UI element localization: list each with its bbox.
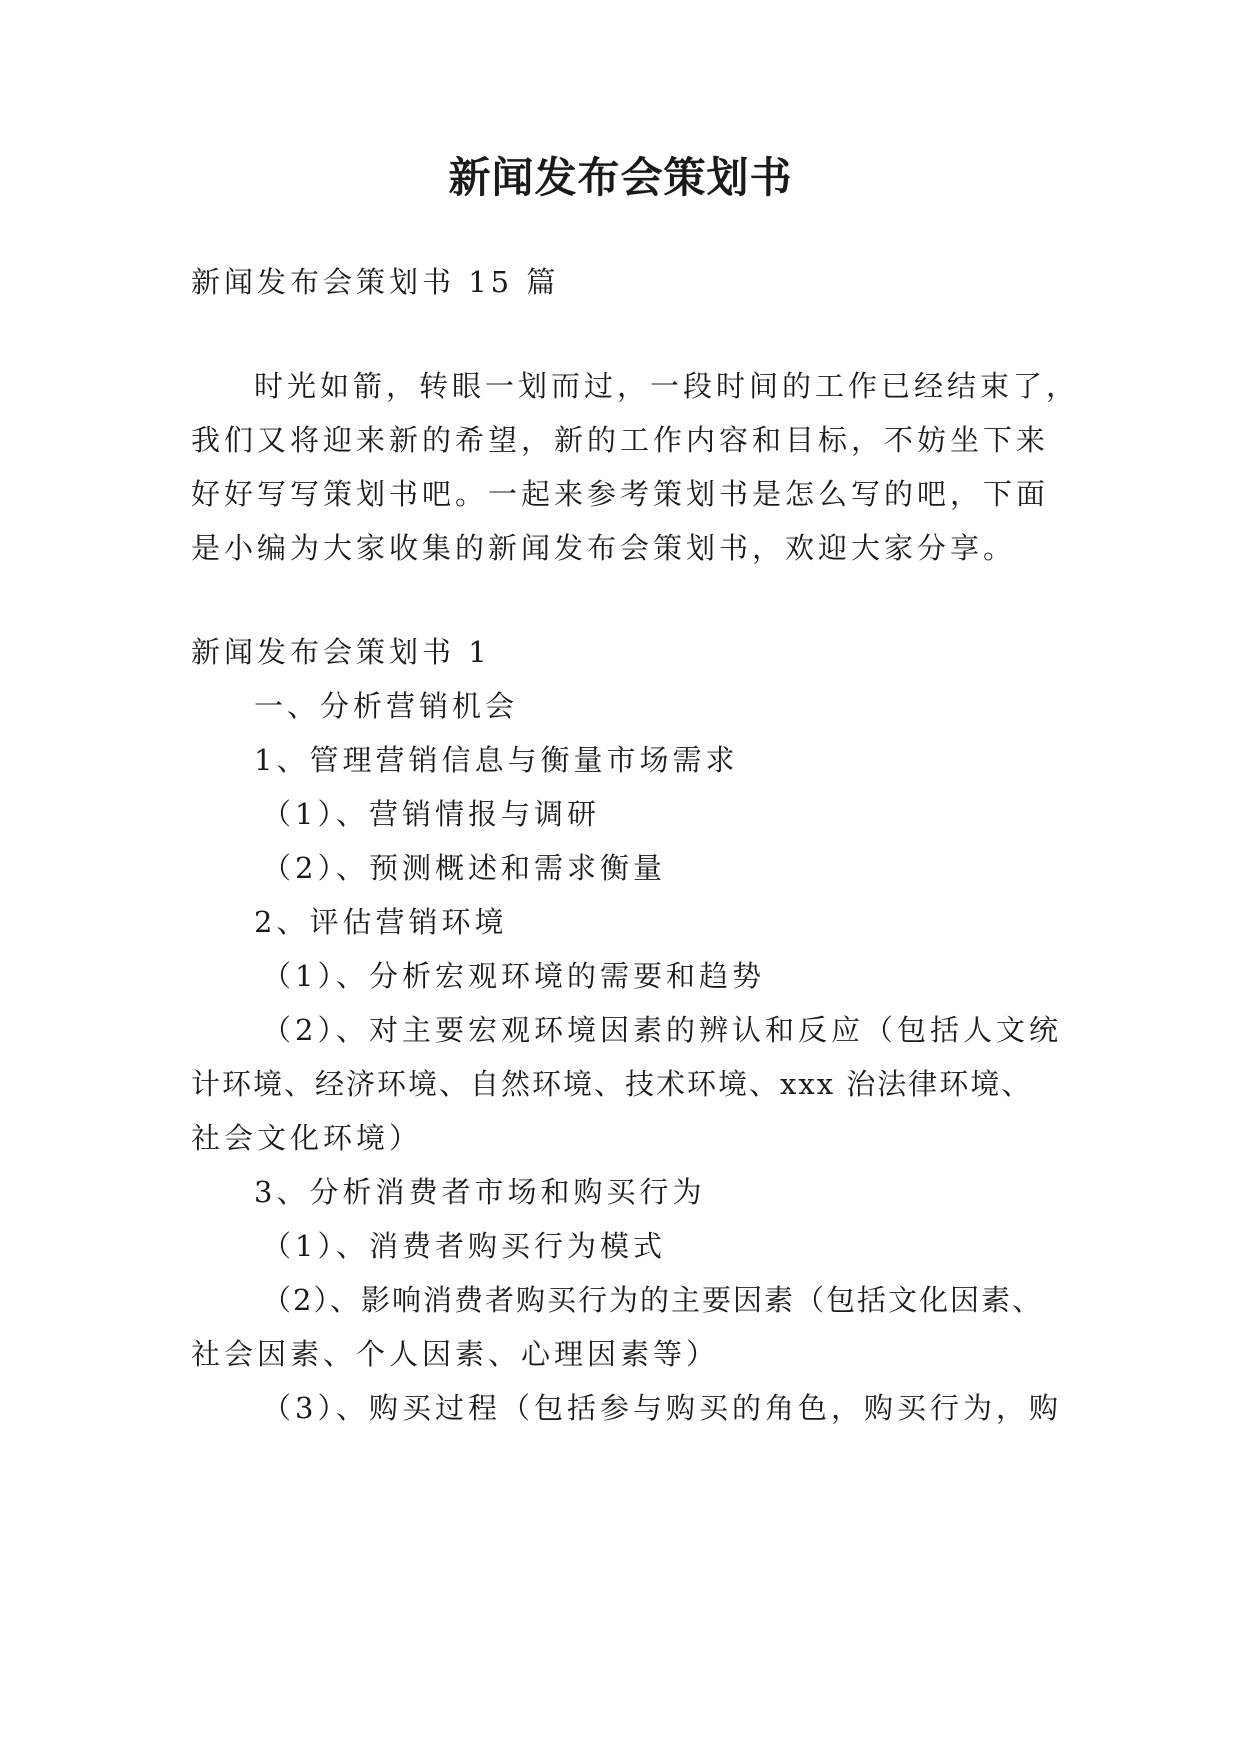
outline-item: 社会因素、个人因素、心理因素等） [191, 1337, 720, 1371]
outline-item: 一、分析营销机会 [254, 689, 519, 723]
outline-item: （3）、购买过程（包括参与购买的角色，购买行为，购 [262, 1391, 1062, 1425]
outline-item: 3、分析消费者市场和购买行为 [254, 1175, 706, 1209]
outline-item: 2、评估营销环境 [254, 905, 508, 939]
outline-item: 社会文化环境） [191, 1121, 423, 1155]
outline-item: （2）、预测概述和需求衡量 [262, 851, 666, 885]
intro-line: 时光如箭，转眼一划而过，一段时间的工作已经结束了， [254, 369, 1080, 403]
intro-line: 我们又将迎来新的希望，新的工作内容和目标，不妨坐下来 [191, 423, 1050, 457]
outline-item: （1）、营销情报与调研 [262, 797, 600, 831]
outline-item: 1、管理营销信息与衡量市场需求 [254, 743, 739, 777]
outline-item: （1）、分析宏观环境的需要和趋势 [262, 959, 765, 993]
section-heading: 新闻发布会策划书 1 [191, 635, 491, 669]
outline-item: （2）、影响消费者购买行为的主要因素（包括文化因素、 [262, 1283, 1043, 1317]
document-title: 新闻发布会策划书 [448, 153, 793, 202]
document-subtitle: 新闻发布会策划书 15 篇 [191, 265, 560, 299]
outline-item: （1）、消费者购买行为模式 [262, 1229, 666, 1263]
intro-line: 好好写写策划书吧。一起来参考策划书是怎么写的吧，下面 [191, 477, 1050, 511]
outline-item: 计环境、经济环境、自然环境、技术环境、xxx 治法律环境、 [191, 1067, 1033, 1101]
outline-item: （2）、对主要宏观环境因素的辨认和反应（包括人文统 [262, 1013, 1062, 1047]
intro-line: 是小编为大家收集的新闻发布会策划书，欢迎大家分享。 [191, 531, 1017, 565]
